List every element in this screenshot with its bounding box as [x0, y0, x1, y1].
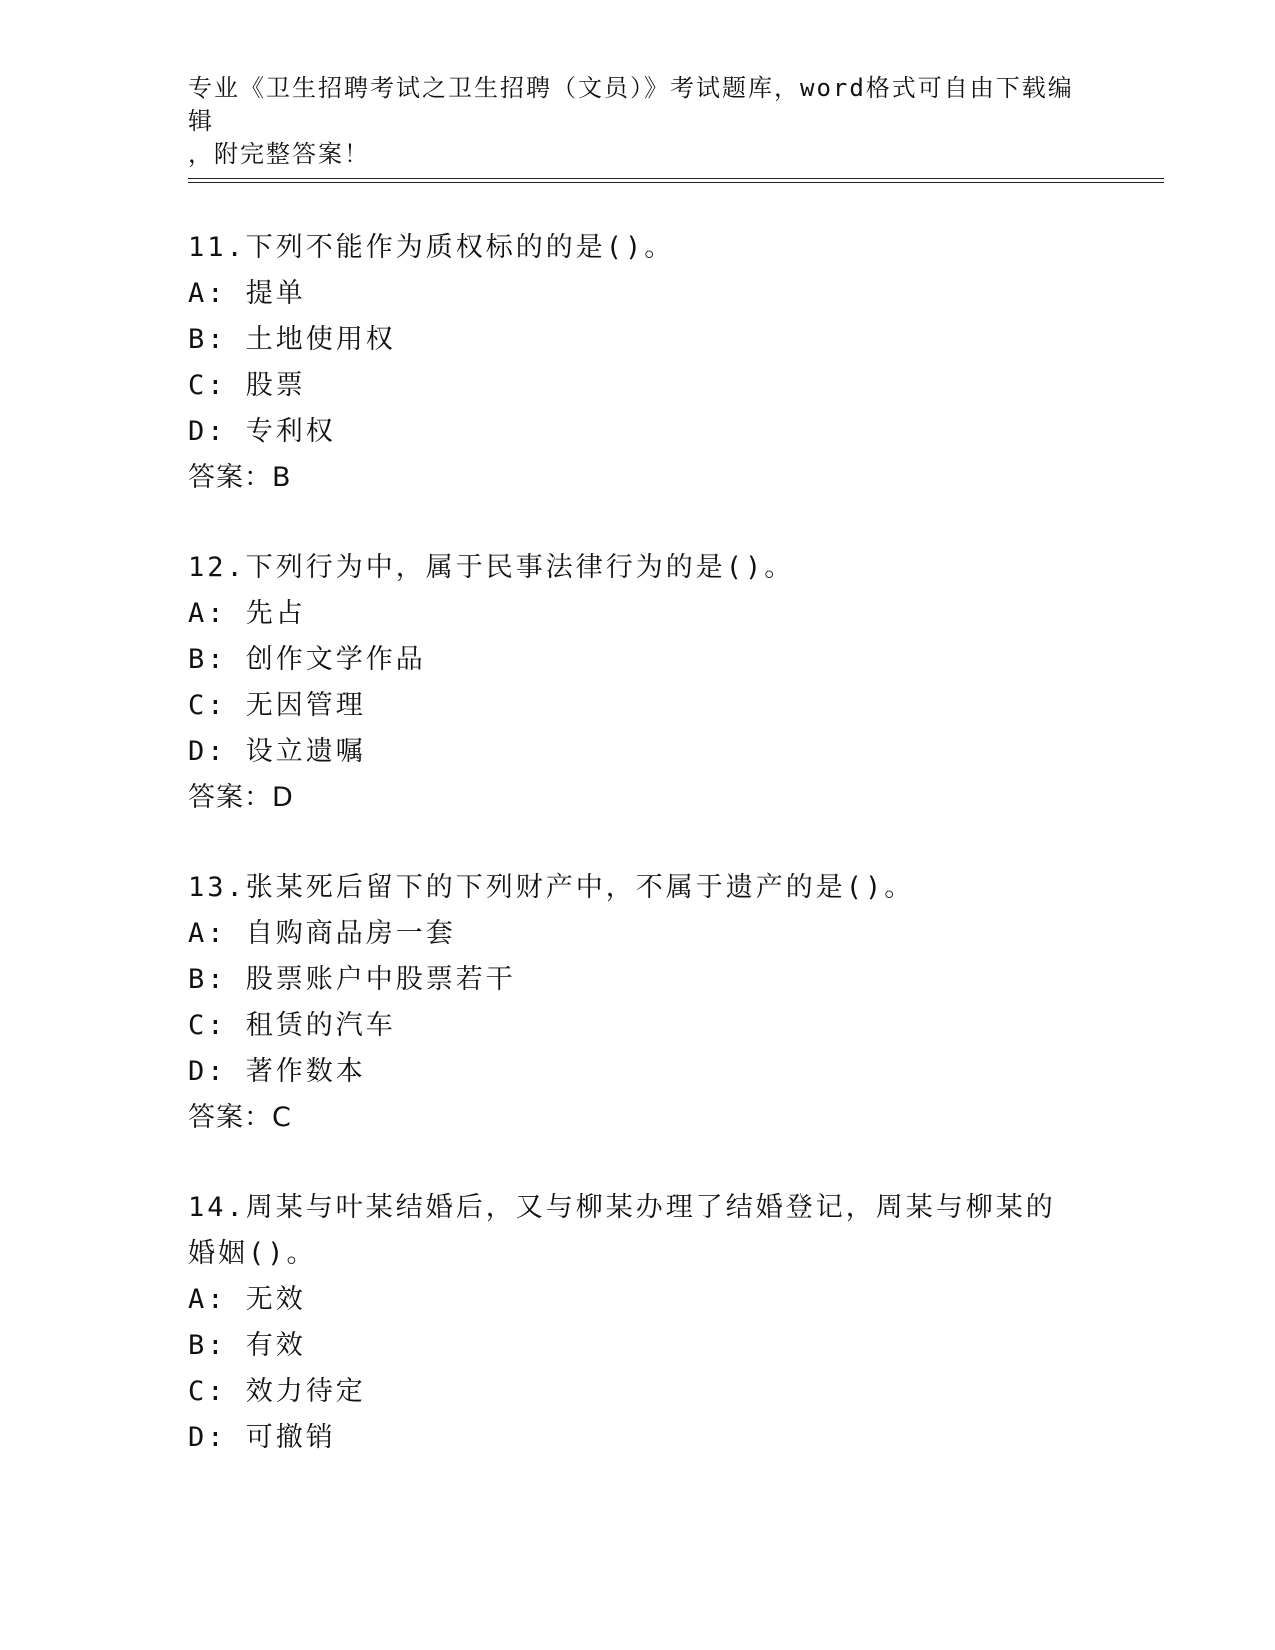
option-a: A: 自购商品房一套: [188, 918, 456, 949]
option-c: C: 无因管理: [188, 690, 366, 721]
option-b: B: 土地使用权: [188, 324, 396, 355]
document-header: [188, 72, 1088, 171]
option-d: D: 专利权: [188, 416, 336, 447]
question-stem: 11.下列不能作为质权标的的是()。: [188, 232, 675, 263]
option-b: B: 创作文学作品: [188, 644, 426, 675]
option-c: C: 租赁的汽车: [188, 1010, 396, 1041]
question-12: [188, 545, 1168, 821]
answer-label: 答案：D: [188, 782, 294, 813]
header-double-rule: [188, 178, 1164, 183]
option-a: A: 无效: [188, 1284, 306, 1315]
header-line-1: 专业《卫生招聘考试之卫生招聘（文员）》考试题库，word格式可自由下载编辑: [188, 74, 1074, 135]
option-b: B: 股票账户中股票若干: [188, 964, 516, 995]
option-d: D: 著作数本: [188, 1056, 366, 1087]
question-11: [188, 225, 1168, 501]
question-stem: 14.周某与叶某结婚后，又与柳某办理了结婚登记，周某与柳某的婚姻()。: [188, 1192, 1056, 1269]
header-line-2: ，附完整答案！: [188, 140, 370, 168]
option-a: A: 先占: [188, 598, 306, 629]
option-b: B: 有效: [188, 1330, 306, 1361]
option-a: A: 提单: [188, 278, 306, 309]
answer-label: 答案：C: [188, 1102, 292, 1133]
question-13: [188, 865, 1168, 1141]
answer-label: 答案：B: [188, 462, 292, 493]
option-c: C: 股票: [188, 370, 306, 401]
option-c: C: 效力待定: [188, 1376, 366, 1407]
question-14: [188, 1185, 1078, 1461]
option-d: D: 设立遗嘱: [188, 736, 366, 767]
question-stem: 12.下列行为中，属于民事法律行为的是()。: [188, 552, 795, 583]
option-d: D: 可撤销: [188, 1422, 336, 1453]
question-stem: 13.张某死后留下的下列财产中，不属于遗产的是()。: [188, 872, 915, 903]
